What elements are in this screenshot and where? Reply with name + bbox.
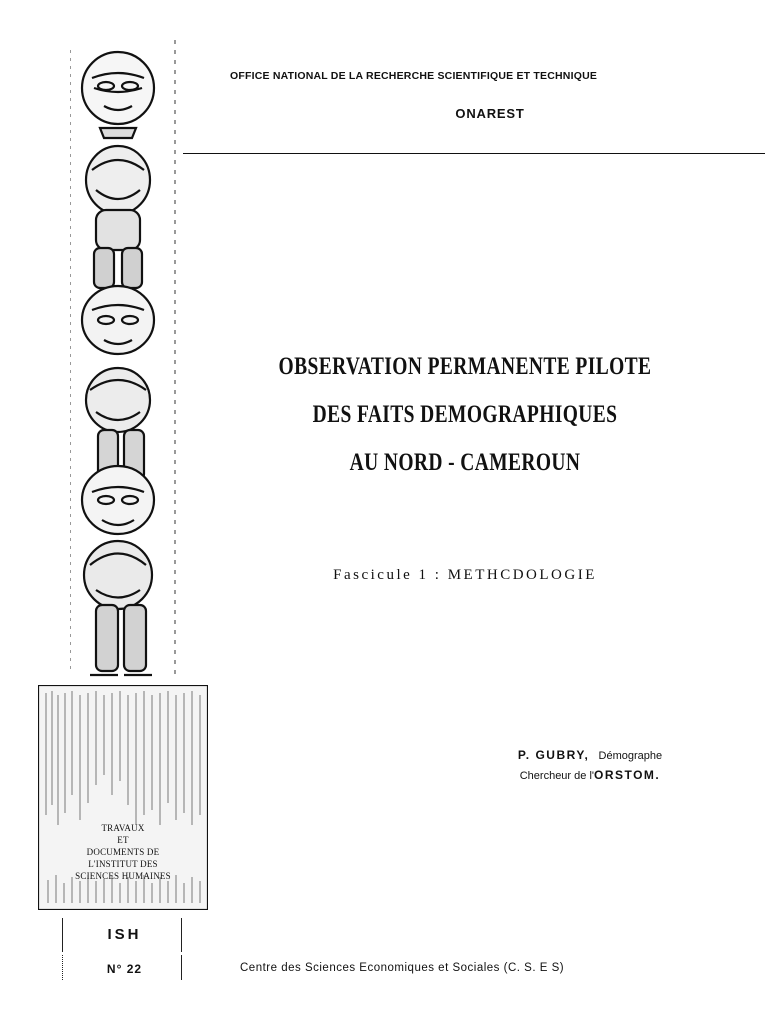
author-block	[440, 746, 740, 786]
series-line-5: SCIENCES HUMAINES	[75, 871, 171, 881]
author-affiliation-prefix: Chercheur de l'	[519, 770, 594, 782]
series-line-1: TRAVAUX	[101, 823, 145, 833]
header-rule	[183, 153, 765, 154]
series-line-2: ET	[117, 835, 129, 845]
author-line-1	[440, 746, 740, 766]
author-affiliation-org: ORSTOM.	[593, 768, 661, 782]
title-line-3: AU NORD - CAMEROUN	[349, 449, 581, 476]
author-line-2	[440, 766, 740, 786]
organization-name: OFFICE NATIONAL DE LA RECHERCHE SCIENTIFIQUE ET TECHNIQUE	[230, 70, 598, 82]
ish-badge: ISH	[107, 926, 142, 943]
document-title	[258, 343, 671, 487]
series-line-3: DOCUMENTS DE	[86, 847, 160, 857]
organization-acronym: ONAREST	[455, 106, 525, 121]
author-role: Démographe	[598, 750, 663, 762]
author-name: P. GUBRY,	[517, 748, 590, 762]
series-box-text	[38, 822, 208, 882]
series-number: N° 22	[106, 962, 143, 976]
fascicule-subtitle: Fascicule 1 : METHCDOLOGIE	[333, 567, 597, 583]
publisher-footer: Centre des Sciences Economiques et Sociales (C. S. E S)	[240, 962, 565, 974]
title-line-1: OBSERVATION PERMANENTE PILOTE	[278, 353, 652, 380]
carved-statue-illustration	[70, 30, 180, 685]
series-line-4: L'INSTITUT DES	[88, 859, 158, 869]
title-line-2: DES FAITS DEMOGRAPHIQUES	[312, 401, 618, 428]
